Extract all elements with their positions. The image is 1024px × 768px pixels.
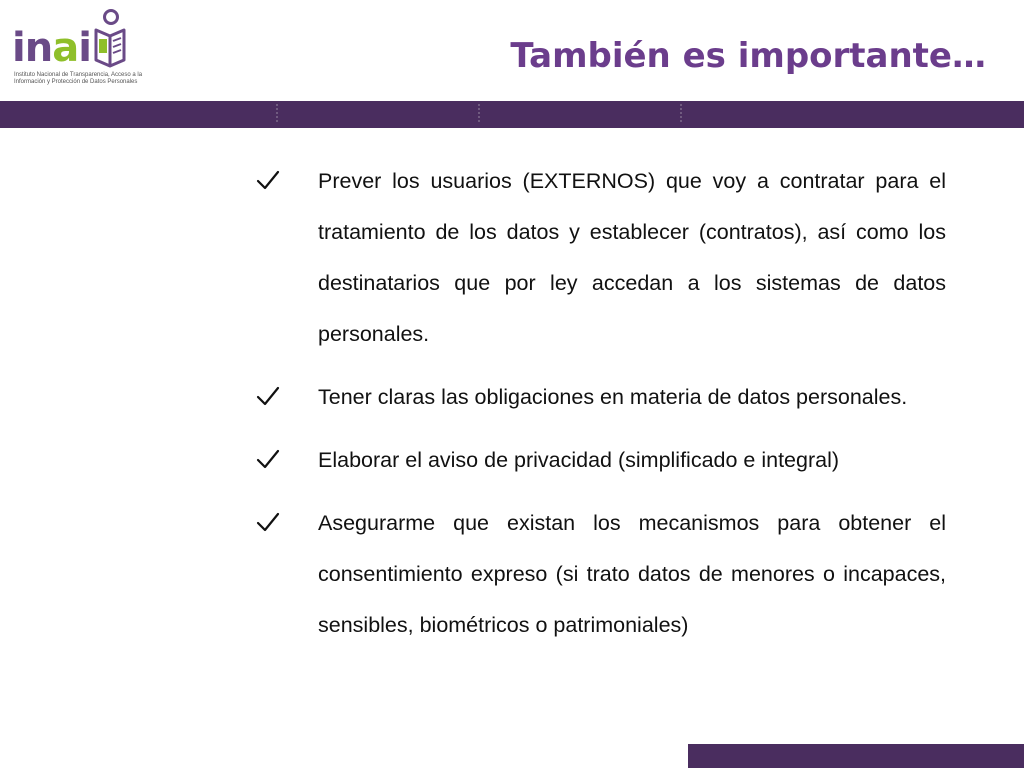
check-icon	[256, 512, 280, 532]
check-icon	[256, 170, 280, 190]
header-band	[0, 101, 1024, 128]
band-decoration	[680, 104, 682, 122]
bullet-item	[256, 372, 946, 423]
bullet-text: Elaborar el aviso de privacidad (simplificado e integral)	[318, 448, 840, 472]
check-icon	[256, 386, 280, 406]
bullet-text: Tener claras las obligaciones en materia de datos personales.	[318, 385, 908, 409]
logo-wordmark	[12, 25, 91, 71]
logo-wordmark-accent: a	[52, 25, 79, 71]
bullet-item	[256, 435, 946, 486]
bullet-text: Prever los usuarios (EXTERNOS) que voy a contratar para el tratamiento de los datos y establecer (contratos), así como los destinatarios que por ley accedan a los sistemas de datos personales.	[318, 169, 946, 346]
logo-caption: Instituto Nacional de Transparencia, Acceso a la Información y Protección de Datos Personales	[14, 72, 143, 85]
inai-logo	[8, 6, 148, 98]
book-figure-icon	[90, 8, 130, 68]
slide-title: También es importante…	[510, 36, 986, 76]
logo-wordmark-suffix: i	[78, 25, 91, 71]
band-decoration	[276, 104, 278, 122]
bullet-list	[256, 156, 946, 663]
bullet-text: Asegurarme que existan los mecanismos para obtener el consentimiento expreso (si trato datos de menores o incapaces, sensibles, biométricos o patrimoniales)	[318, 511, 946, 637]
bullet-item	[256, 156, 946, 360]
band-decoration	[478, 104, 480, 122]
logo-wordmark-prefix: in	[12, 25, 53, 71]
check-icon	[256, 449, 280, 469]
bullet-item	[256, 498, 946, 651]
footer-band	[688, 744, 1024, 768]
